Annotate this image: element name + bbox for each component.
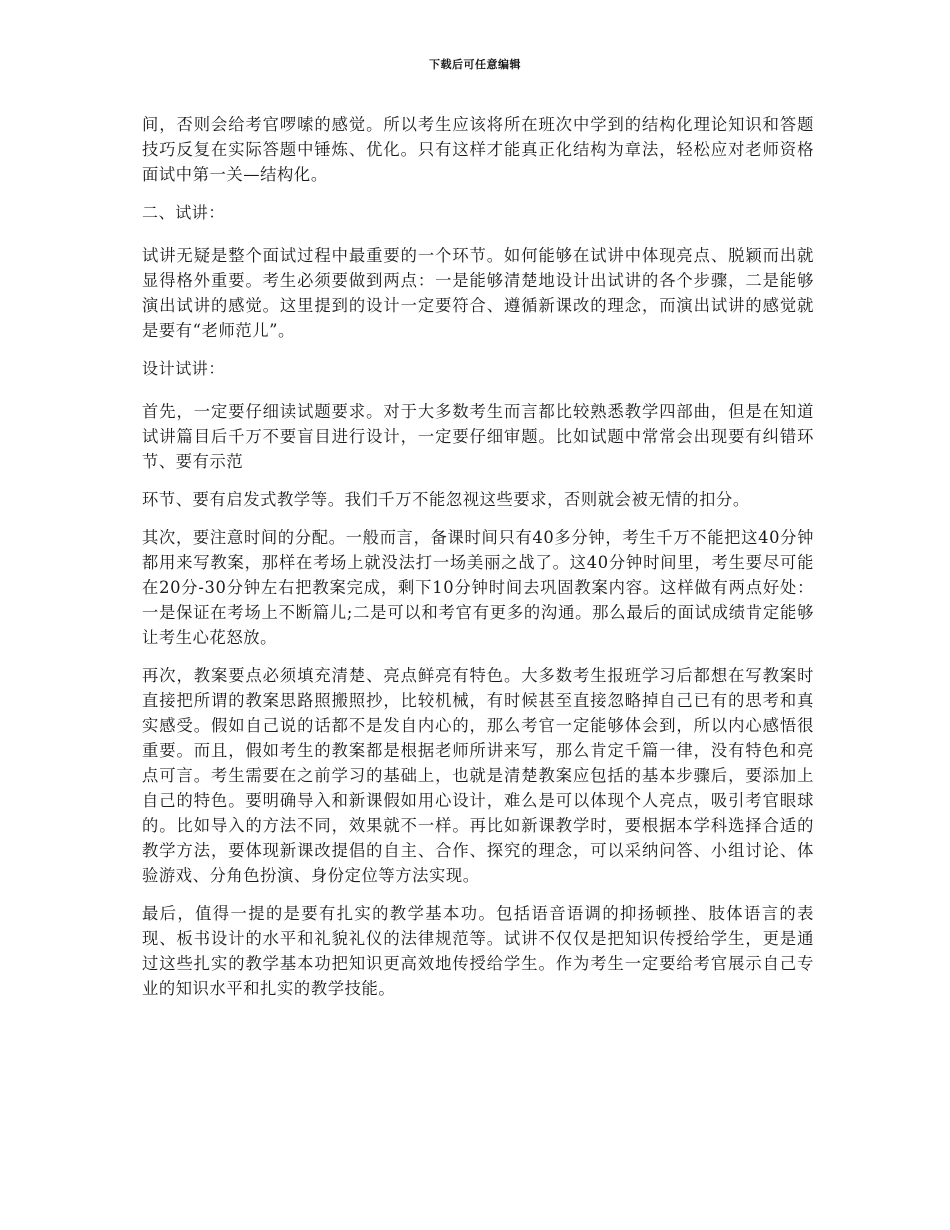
- section-heading-trial-lecture: 二、试讲：: [142, 203, 226, 222]
- paragraph-lesson-plan-highlights: 再次，教案要点必须填充清楚、亮点鲜亮有特色。大多数考生报班学习后都想在写教案时直接把所谓的教案思路照搬照抄，比较机械，有时候甚至直接忽略掉自己已有的思考和真实感受。假如自己说的话都不是发自内心的，那么考官一定能够体会到，所以内心感悟很重要。而且，假如考生的教案都是根据老师所讲来写，那么肯定千篇一律，没有特色和亮点可言。考生需要在之前学习的基础上，也就是清楚教案应包括的基本步骤后，要添加上自己的特色。要明确导入和新课假如用心设计，难么是可以体现个人亮点，吸引考官眼球的。比如导入的方法不同，效果就不一样。再比如新课教学时，要根据本学科选择合适的教学方法，要体现新课改提倡的自主、合作、探究的理念，可以采纳问答、小组讨论、体验游戏、分角色扮演、身份定位等方法实现。: [142, 666, 814, 885]
- paragraph-teaching-fundamentals: 最后，值得一提的是要有扎实的教学基本功。包括语音语调的抑扬顿挫、肢体语言的表现、板书设计的水平和礼貌礼仪的法律规范等。试讲不仅仅是把知识传授给学生，更是通过这些扎实的教学基本功把知识更高效地传授给学生。作为考生一定要给考官展示自己专业的知识水平和扎实的教学技能。: [142, 904, 814, 998]
- paragraph-read-requirements: 首先，一定要仔细读试题要求。对于大多数考生而言都比较熟悉教学四部曲，但是在知道试讲篇目后千万不要盲目进行设计，一定要仔细审题。比如试题中常常会出现要有纠错环节、要有示范: [142, 402, 814, 471]
- paragraph-trial-lecture-intro: 试讲无疑是整个面试过程中最重要的一个环节。如何能够在试讲中体现亮点、脱颖而出就显得格外重要。考生必须要做到两点：一是能够清楚地设计出试讲的各个步骤，二是能够演出试讲的感觉。这里提到的设计一定要符合、遵循新课改的理念，而演出试讲的感觉就是要有“老师范儿”。: [142, 246, 814, 340]
- paragraph-structured-interview-conclusion: 间，否则会给考官啰嗦的感觉。所以考生应该将所在班次中学到的结构化理论知识和答题技巧反复在实际答题中锤炼、优化。只有这样才能真正化结构为章法，轻松应对老师资格面试中第一关—结构化。: [142, 115, 814, 184]
- document-body: [142, 112, 814, 1014]
- subheading-design-lecture: 设计试讲：: [142, 359, 226, 378]
- page-header: 下载后可任意编辑: [429, 58, 521, 71]
- paragraph-time-allocation: 其次，要注意时间的分配。一般而言，备课时间只有40多分钟，考生千万不能把这40分钟都用来写教案，那样在考场上就没法打一场美丽之战了。这40分钟时间里，考生要尽可能在20分-30分钟左右把教案完成，剩下10分钟时间去巩固教案内容。这样做有两点好处：一是保证在考场上不断篇儿;二是可以和考官有更多的沟通。那么最后的面试成绩肯定能够让考生心花怒放。: [142, 528, 814, 647]
- paragraph-requirements-continued: 环节、要有启发式教学等。我们千万不能忽视这些要求，否则就会被无情的扣分。: [142, 490, 750, 509]
